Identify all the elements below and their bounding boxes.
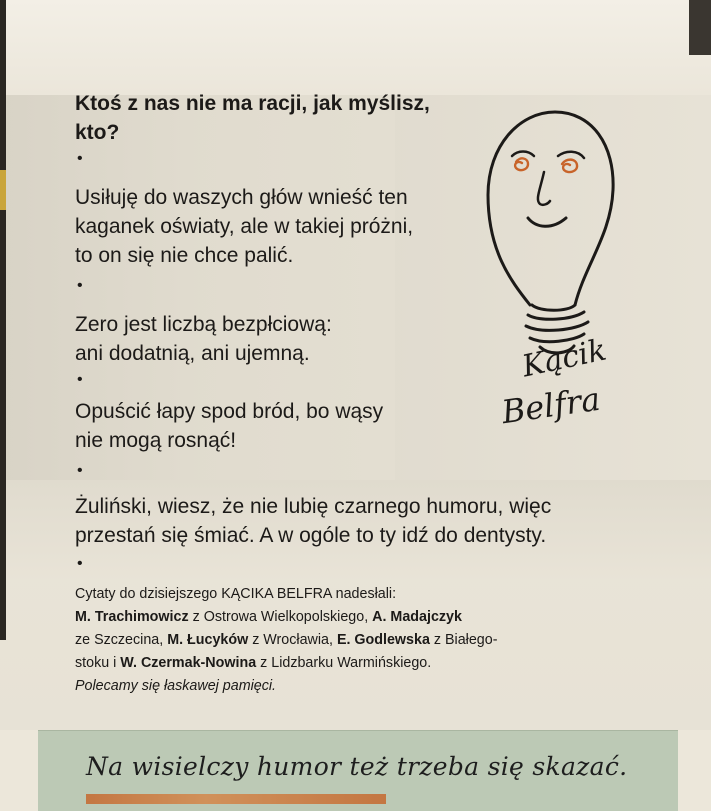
promo-banner: [38, 730, 678, 811]
quote-1: [75, 183, 413, 270]
quote-line: Żuliński, wiesz, że nie lubię czarnego humoru, więc: [75, 495, 552, 518]
quote-line: nie mogą rosnąć!: [75, 429, 237, 452]
quote-line: przestań się śmiać. A w ogóle to ty idź do dentysty.: [75, 524, 547, 547]
quote-line: to on się nie chce palić.: [75, 244, 294, 267]
right-edge-corner: [689, 0, 711, 55]
contributor-name: M. Łucyków: [167, 632, 249, 648]
credits-line: stoku i W. Czermak-Nowina z Lidzbarku Warmińskiego.: [75, 655, 432, 671]
quote-4: [75, 492, 635, 550]
left-edge-strip: [0, 0, 6, 640]
quote-2: [75, 310, 332, 368]
bullet-separator: •: [77, 462, 83, 479]
banner-headline: Na wisielczy humor też trzeba się skazać.: [86, 752, 628, 781]
page-background-top: [0, 0, 711, 95]
credits-line: ze Szczecina, M. Łucyków z Wrocławia, E. Godlewska z Białego-: [75, 632, 498, 648]
quote-line: ani dodatnią, ani ujemną.: [75, 342, 310, 365]
face-icon: [512, 152, 584, 227]
left-edge-accent: [0, 170, 6, 210]
quote-line: Usiłuję do waszych głów wnieść ten: [75, 186, 408, 209]
contributor-name: M. Trachimowicz: [75, 609, 189, 625]
logo-text: [498, 333, 609, 432]
credits-closing: Polecamy się łaskawej pamięci.: [75, 678, 277, 694]
quote-line: Opuścić łapy spod bród, bo wąsy: [75, 400, 384, 423]
logo-line-2: Belfra: [499, 379, 603, 432]
credits-intro: Cytaty do dzisiejszego KĄCIKA BELFRA nadesłali:: [75, 586, 397, 602]
quote-line: kaganek oświaty, ale w takiej próżni,: [75, 215, 414, 238]
article-heading: Ktoś z nas nie ma racji, jak myślisz, kto?: [75, 92, 430, 144]
banner-cut-off-text: [86, 794, 386, 804]
logo-line-1: Kącik: [519, 332, 610, 385]
quote-line: Zero jest liczbą bezpłciową:: [75, 313, 332, 336]
credits-line: M. Trachimowicz z Ostrowa Wielkopolskiego, A. Madajczyk: [75, 609, 462, 625]
lightbulb-icon: [488, 112, 613, 353]
contributor-name: A. Madajczyk: [372, 609, 462, 625]
credits-block: [75, 583, 635, 698]
bullet-separator: •: [77, 555, 83, 572]
bullet-separator: •: [77, 371, 83, 388]
quote-3: [75, 397, 383, 455]
bullet-separator: •: [77, 150, 83, 167]
kacik-belfra-logo: [480, 100, 620, 440]
contributor-name: W. Czermak-Nowina: [120, 655, 257, 671]
bullet-separator: •: [77, 277, 83, 294]
contributor-name: E. Godlewska: [336, 632, 430, 648]
